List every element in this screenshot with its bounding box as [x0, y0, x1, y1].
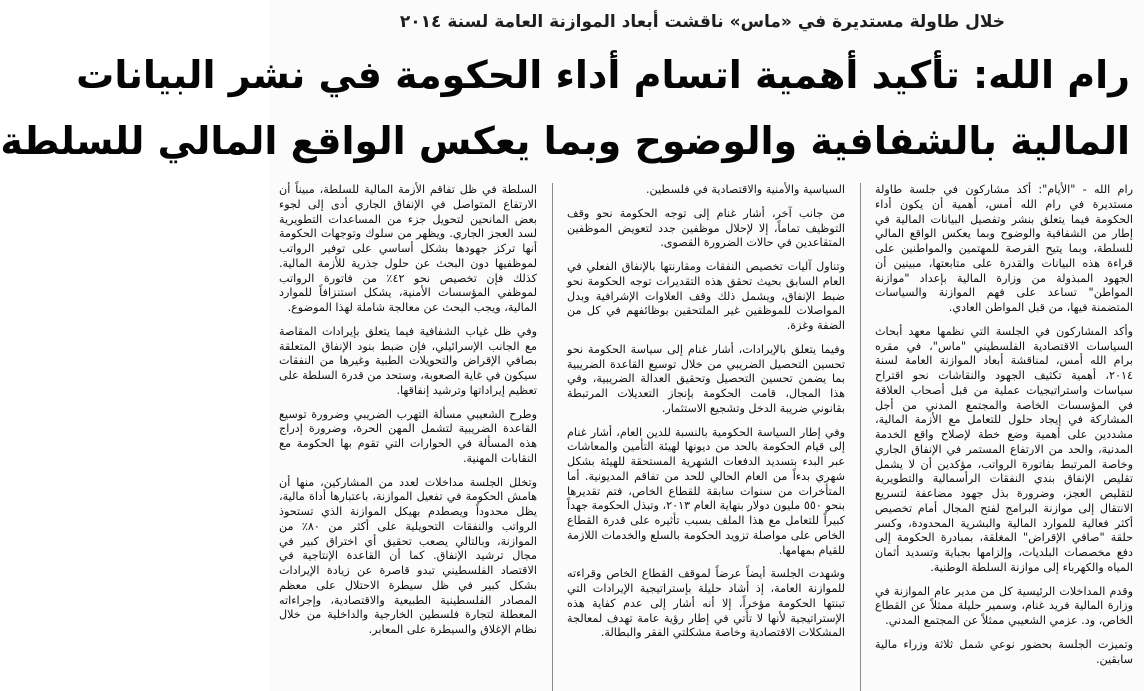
- article-paragraph: وفي إطار السياسة الحكومية بالنسبة للدين العام، أشار غنام إلى قيام الحكومة بالحد من ديونها لهيئة التأمين والمعاشات عبر البدء بتسديد الدفعات الشهرية المستحقة للهيئة بشكل شهري بدءاً من العام الحالي للحد من تفاقم المديونية. أما المتأخرات من سنوات سابقة للقطاع الخاص، فتم تقديرها بنحو ٥٥٠ مليون دولار بنهاية العام ٢٠١٣، وتبذل الحكومة جهداً كبيراً للتعامل مع هذا الملف بسبب تأثيره على قدرة القطاع الخاص على مواصلة تزويد الحكومة بالسلع والخدمات اللازمة للقيام بمهامها.: [567, 425, 845, 557]
- article-paragraph: السياسية والأمنية والاقتصادية في فلسطين.: [645, 183, 845, 196]
- article-paragraph: وطرح الشعيبي مسألة التهرب الضريبي وضرورة توسيع القاعدة الضريبية لتشمل المهن الحرة، وضرورة إدراج هذه المسألة في الحوارات التي تقوم بها الحكومة مع النقابات المهنية.: [279, 407, 537, 465]
- article-paragraph: وقدم المداخلات الرئيسية كل من مدير عام الموازنة في وزارة المالية فريد غنام، وسمير حليلة ممثلاً عن القطاع الخاص، ود. عزمي الشعيبي ممثلاً عن المجتمع المدني.: [875, 584, 1133, 627]
- article-paragraph: وأكد المشاركون في الجلسة التي نظمها معهد أبحاث السياسات الاقتصادية الفلسطيني "ماس"، في مقره برام الله أمس، لمناقشة أبعاد الموازنة العامة لسنة ٢٠١٤، أهمية تكثيف الجهود والنقاشات نحو اقتراح سياسات واستراتيجيات عملية من قبل أصحاب العلاقة في المؤسسات الخاصة والمجتمع المدني من أجل المشاركة في إيجاد حلول للتعامل مع الأزمة المالية، مشددين على أهمية وضع خطة لإصلاح واقع الخدمة المدنية، والحد من الارتفاع المستمر في الإنفاق الجاري وخاصة المرتبط بفاتورة الرواتب، مؤكدين أن لا يشمل تقليص الإنفاق بندي النفقات الرأسمالية والتطويرية لتقليص العجز، وضرورة بذل جهود مضاعفة لتسريع الانتقال إلى موازنة البرامج لفتح المجال أمام تخصيص أكثر فعالية للموارد المالية والبشرية المحدودة، وكسر حلقة "صافي الإقراض" المغلقة، بمبادرة الحكومة إلى دفع مخصصات البلديات، وإلزامها بجباية وتسديد أثمان المياه والكهرباء إلى موازنة السلطة الوطنية.: [875, 324, 1133, 574]
- article-headline: [0, 42, 1130, 174]
- headline-line-1: رام الله: تأكيد أهمية اتسام أداء الحكومة في نشر البيانات: [76, 53, 1130, 97]
- article-paragraph: وتميزت الجلسة بحضور نوعي شمل ثلاثة وزراء مالية سابقين.: [875, 637, 1133, 666]
- article-column-middle: [567, 183, 845, 691]
- article-paragraph: رام الله - "الأيام": أكد مشاركون في جلسة طاولة مستديرة في رام الله أمس، أهمية أن يكون أداء الحكومة فيما يتعلق بنشر وتفصيل البيانات المالية في إطار من الشفافية والوضوح وبما يعكس الواقع المالي للسلطة، وبما يتيح الفرصة للمهتمين والمواطنين على قراءة هذه البيانات والقدرة على متابعتها، مبينين أن الجهود المبذولة من وزارة المالية بإعداد "موازنة المواطن" تساعد على فهم الموازنة والسياسات المتضمنة فيها، من قبل المواطن العادي.: [875, 183, 1133, 314]
- article-paragraph: وفي ظل غياب الشفافية فيما يتعلق بإيرادات المقاصة مع الجانب الإسرائيلي، فإن ضبط بنود الإنفاق المتعلقة بصافي الإقراض والتحويلات الطبية وغيرها من النفقات سيكون في غاية الصعوبة، وستحد من قدرة السلطة على تعظيم إيراداتها وترشيد إنفاقها.: [279, 324, 537, 397]
- headline-line-2: المالية بالشفافية والوضوح وبما يعكس الواقع المالي للسلطة: [0, 119, 1130, 163]
- article-paragraph: وتناول آليات تخصيص النفقات ومقارنتها بالإنفاق الفعلي في العام السابق بحيث تحقق هذه التقديرات توجه الحكومة نحو ضبط الإنفاق، ويشمل ذلك وقف العلاوات الإشرافية وبدل المواصلات للموظفين غير الملتحقين بوظائفهم في كل من الضفة وغزة.: [567, 260, 845, 332]
- article-column-left: [279, 183, 537, 691]
- article-paragraph: وتخلل الجلسة مداخلات لعدد من المشاركين، منها أن هامش الحكومة في تفعيل الموازنة، باعتبارها أداة مالية، يظل محدوداً ويصطدم بهيكل الموازنة الذي تستحوذ الرواتب والنفقات التحويلية على أكثر من ٨٠٪ من الموازنة، وبالتالي يصعب تحقيق أي اختراق كبير في مجال ترشيد الإنفاق. كما أن القاعدة الإنتاجية في الاقتصاد الفلسطيني تبدو قاصرة عن زيادة الإيرادات بشكل كبير في ظل سيطرة الاحتلال على معظم المصادر الفلسطينية الطبيعية والاقتصادية، وإجراءاته المعطلة لتجارة فلسطين الخارجية والداخلية من خلال نظام الإغلاق والسيطرة على المعابر.: [279, 475, 537, 636]
- article-column-right: [875, 183, 1133, 691]
- article-paragraph: السلطة في ظل تفاقم الأزمة المالية للسلطة، مبيناً أن الارتفاع المتواصل في الإنفاق الجاري أدى إلى لجوء بعض المانحين لتحويل جزء من المساعدات التطويرية لسد العجز الجاري. ويظهر من سلوك وتوجهات الحكومة أنها تركز جهودها بشكل أساسي على توفير الرواتب لموظفيها دون البحث عن حلول جذرية للأزمة المالية. كذلك فإن تخصيص نحو ٤٢٪ من فاتورة الرواتب لموظفي المؤسسات الأمنية، يشكل استنزافاً للموارد المالية، ويجب البحث عن معالجة شاملة لهذا الموضوع.: [279, 183, 538, 314]
- article-paragraph: وشهدت الجلسة أيضاً عرضاً لموقف القطاع الخاص وقراءته للموازنة العامة، إذ أشاد حليلة بإستراتيجية الإيرادات التي تبنتها الحكومة مؤخراً، إلا أنه أشار إلى عدم كفاية هذه الإستراتيجية لأنها لا تأتي في إطار رؤية عامة تهدف لمعالجة المشكلات الاقتصادية وخاصة مشكلتي الفقر والبطالة.: [567, 567, 845, 640]
- article-body: [279, 183, 1133, 691]
- article-kicker: خلال طاولة مستديرة في «ماس» ناقشت أبعاد الموازنة العامة لسنة ٢٠١٤: [399, 12, 1006, 32]
- article-paragraph: وفيما يتعلق بالإيرادات، أشار غنام إلى سياسة الحكومة نحو تحسين التحصيل الضريبي من خلال توسيع القاعدة الضريبية بما يضمن تحسين التحصيل وتحقيق العدالة الضريبية، وفي هذا المجال، قامت الحكومة بإنجاز التعديلات المرتبطة بقانوني ضريبة الدخل وتشجيع الاستثمار.: [567, 342, 845, 415]
- article-paragraph: من جانب آخر، أشار غنام إلى توجه الحكومة نحو وقف التوظيف تماماً، إلا لإحلال موظفين جدد لتعويض الموظفين المتقاعدين في حالات الضرورة القصوى.: [567, 206, 845, 250]
